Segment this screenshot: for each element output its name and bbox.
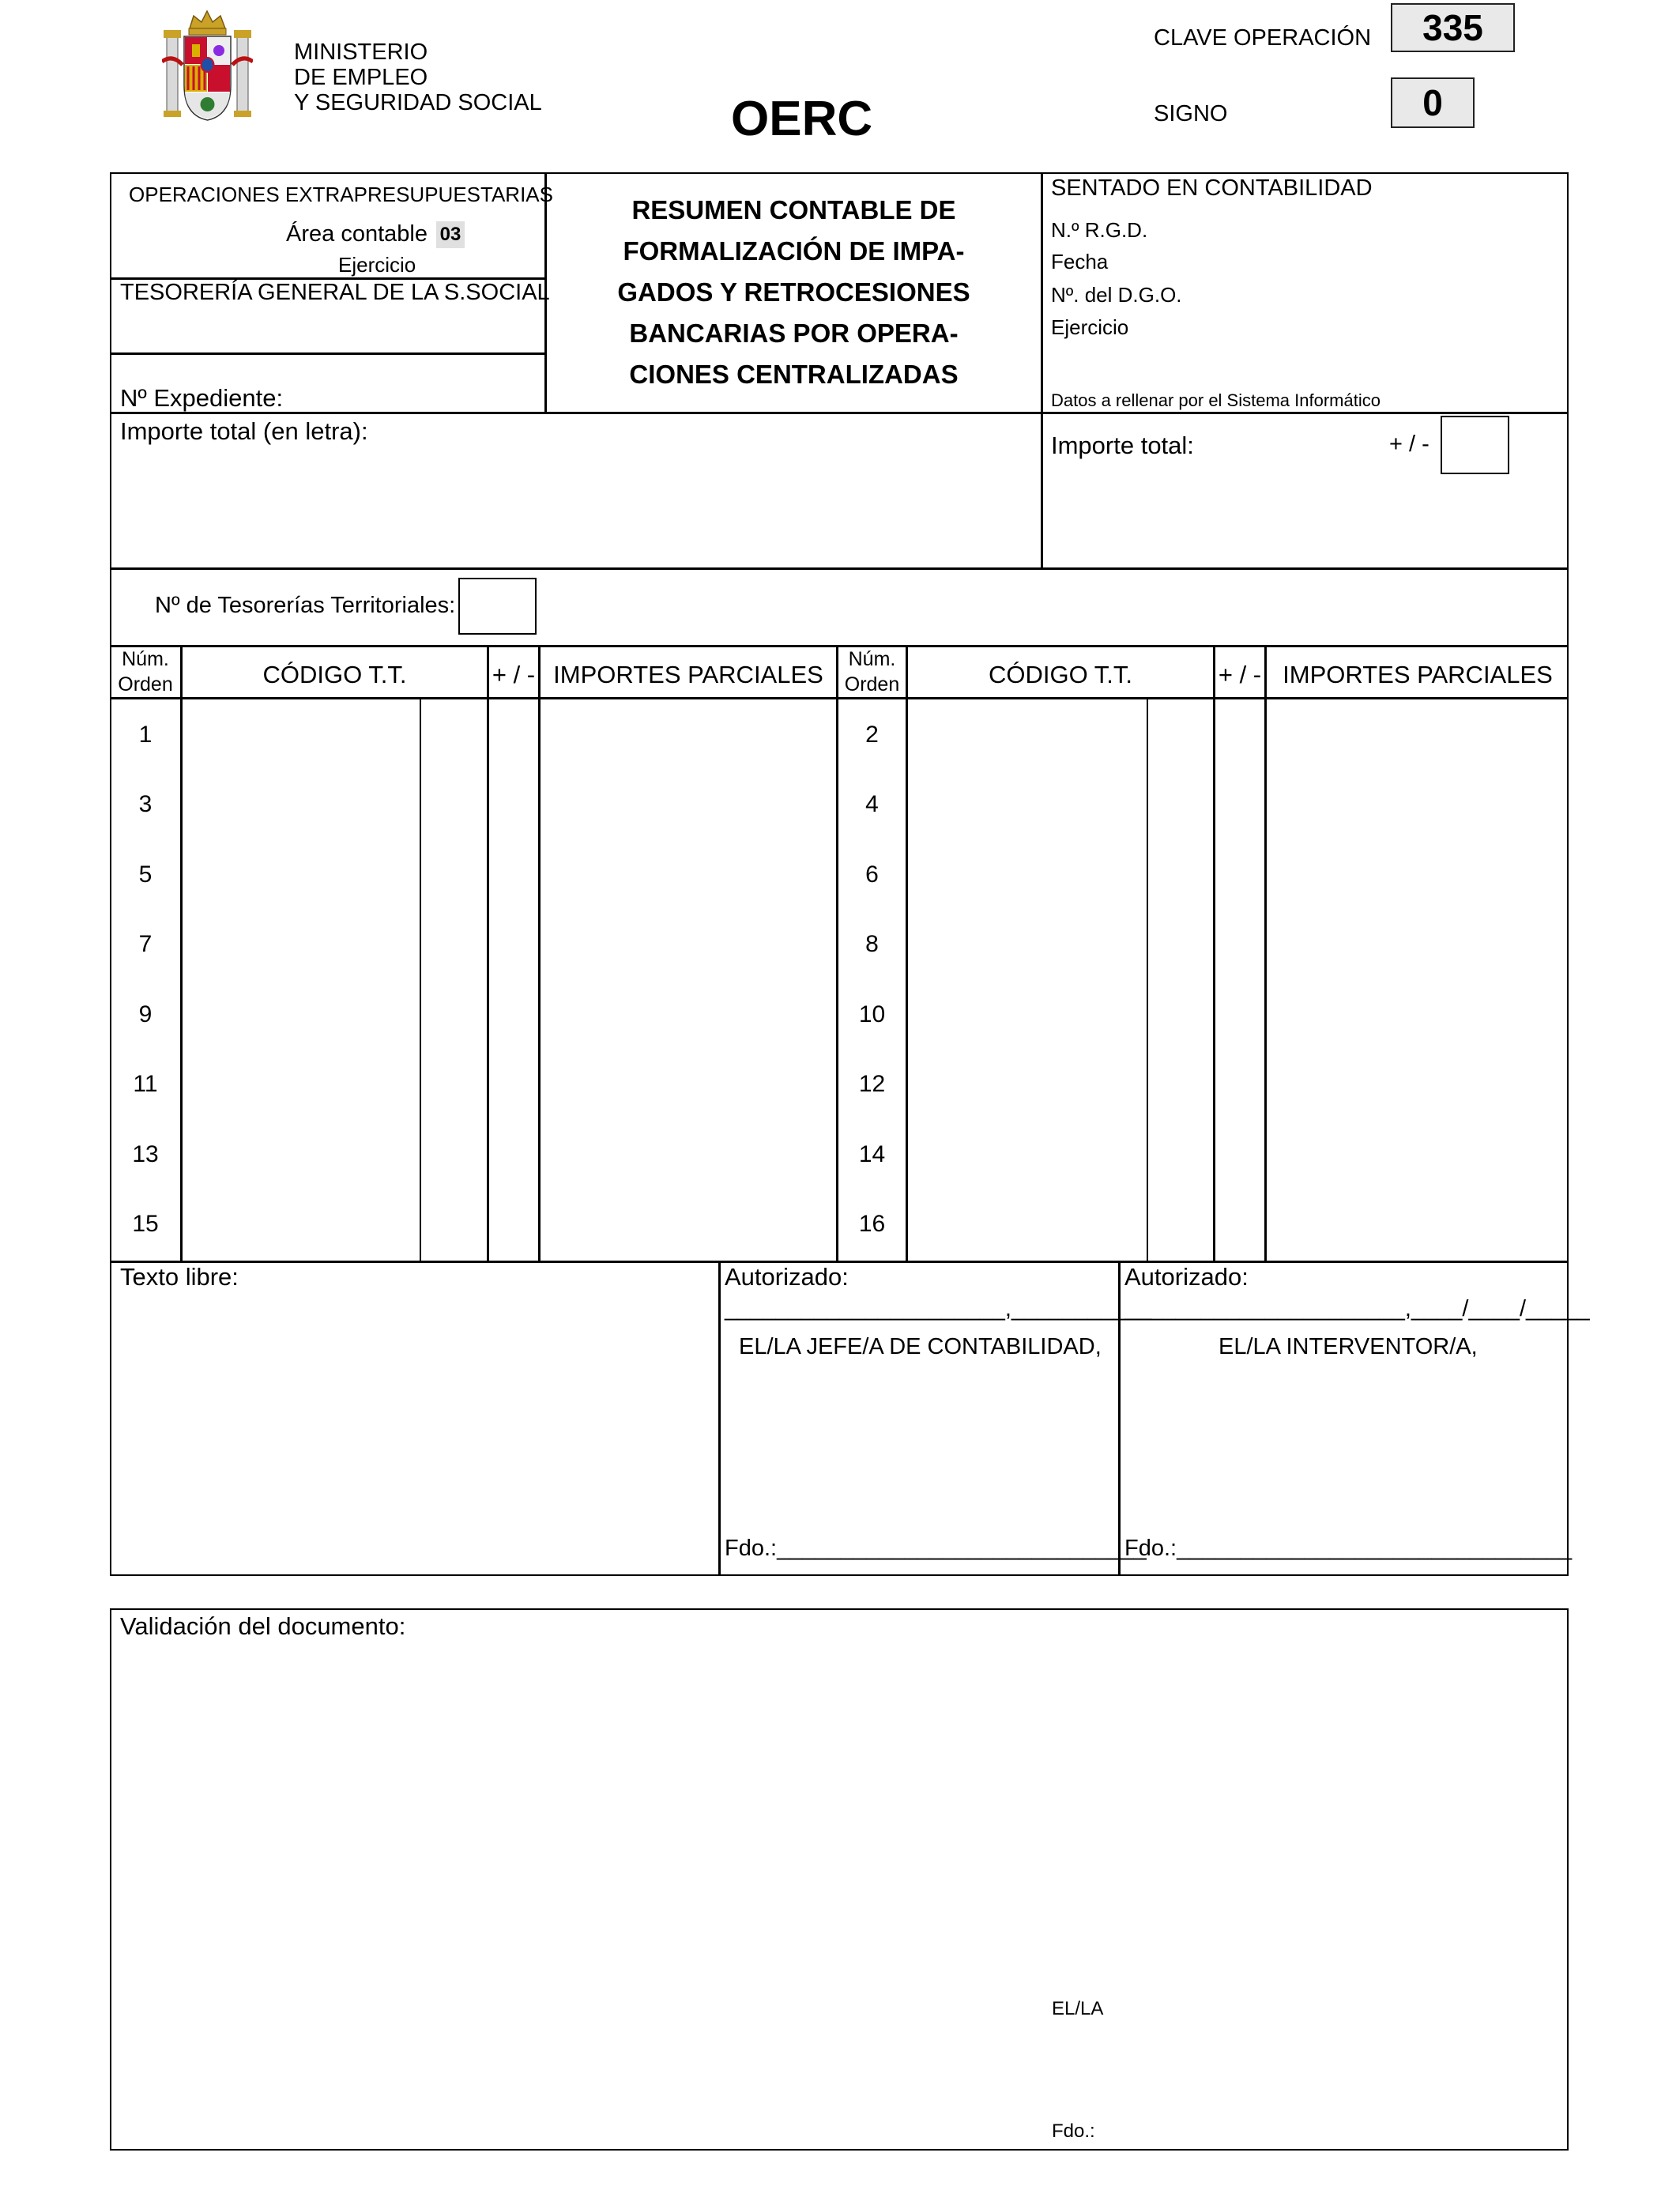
rgd-label: N.º R.G.D. xyxy=(1051,218,1148,242)
validacion-frame xyxy=(110,1608,1569,2151)
row-number: 5 xyxy=(138,861,153,888)
importes-header-right: IMPORTES PARCIALES xyxy=(1283,661,1553,688)
texto-libre-field[interactable] xyxy=(112,1293,717,1573)
validacion-fdo: Fdo.: xyxy=(1052,2120,1095,2142)
date-line-right: ______________________,____/____/_____ xyxy=(1124,1296,1590,1321)
sign-header-left: + / - xyxy=(492,661,536,688)
clave-operacion-value: 335 xyxy=(1391,3,1515,52)
area-contable-label: Área contable xyxy=(286,221,428,247)
row-number: 16 xyxy=(858,1211,886,1237)
importe-letra-label: Importe total (en letra): xyxy=(120,417,368,445)
row-number: 13 xyxy=(132,1141,159,1167)
title-line-4: BANCARIAS POR OPERA- xyxy=(629,319,959,348)
texto-libre-label: Texto libre: xyxy=(120,1263,239,1291)
num-header-right-2: Orden xyxy=(844,673,900,696)
row-number: 2 xyxy=(865,722,879,748)
importe-sign-label: + / - xyxy=(1389,432,1430,457)
operaciones-label: OPERACIONES EXTRAPRESUPUESTARIAS xyxy=(129,183,553,206)
tesorerias-count-box[interactable] xyxy=(458,578,537,635)
validacion-label: Validación del documento: xyxy=(120,1612,406,1640)
codigo-input-right[interactable] xyxy=(908,699,1147,1261)
ejercicio-label: Ejercicio xyxy=(338,253,416,277)
jefe-contabilidad-label: EL/LA JEFE/A DE CONTABILIDAD, xyxy=(739,1334,1102,1359)
spain-coat-of-arms-icon xyxy=(162,6,253,125)
fdo-left-line: Fdo.:_____________________________ xyxy=(725,1536,1147,1561)
importes-header-left: IMPORTES PARCIALES xyxy=(553,661,823,688)
row-number: 6 xyxy=(865,861,879,888)
autorizado-right-label: Autorizado: xyxy=(1124,1263,1249,1291)
importes-input-left[interactable] xyxy=(541,699,836,1261)
fecha-label: Fecha xyxy=(1051,250,1109,273)
clave-operacion-label: CLAVE OPERACIÓN xyxy=(1154,25,1372,51)
importe-total-sign-box[interactable] xyxy=(1441,416,1509,474)
form-code: OERC xyxy=(731,92,873,146)
ministry-line-2: DE EMPLEO xyxy=(294,65,428,90)
importes-input-right[interactable] xyxy=(1267,699,1567,1261)
row-number: 4 xyxy=(865,791,879,817)
signo-label: SIGNO xyxy=(1154,101,1228,126)
codigo-header-right: CÓDIGO T.T. xyxy=(988,661,1132,688)
num-header-right-1: Núm. xyxy=(848,648,896,670)
tesorerias-label: Nº de Tesorerías Territoriales: xyxy=(155,593,456,618)
importe-total-field[interactable] xyxy=(1045,474,1566,566)
title-line-5: CIONES CENTRALIZADAS xyxy=(629,360,959,389)
row-number: 9 xyxy=(138,1001,153,1027)
fdo-right-line: Fdo.:_______________________________ xyxy=(1124,1536,1573,1561)
row-number: 15 xyxy=(132,1211,159,1237)
row-number: 3 xyxy=(138,791,153,817)
row-number: 14 xyxy=(858,1141,886,1167)
interventor-label: EL/LA INTERVENTOR/A, xyxy=(1219,1334,1478,1359)
ejercicio-right-label: Ejercicio xyxy=(1051,315,1129,339)
title-line-2: FORMALIZACIÓN DE IMPA- xyxy=(623,236,965,266)
expediente-label: Nº Expediente: xyxy=(120,384,284,412)
num-header-left-2: Orden xyxy=(118,673,173,696)
row-number: 11 xyxy=(133,1071,158,1097)
sentado-label: SENTADO EN CONTABILIDAD xyxy=(1051,175,1373,201)
importe-letra-field[interactable] xyxy=(112,443,1039,566)
importe-total-label: Importe total: xyxy=(1051,432,1194,459)
row-number: 1 xyxy=(138,722,153,748)
autorizado-left-label: Autorizado: xyxy=(725,1263,849,1291)
datos-sistema-note: Datos a rellenar por el Sistema Informático xyxy=(1051,390,1381,410)
codigo-input-left[interactable] xyxy=(183,699,420,1261)
ministry-line-1: MINISTERIO xyxy=(294,40,428,65)
row-number: 12 xyxy=(858,1071,886,1097)
signo-value: 0 xyxy=(1391,77,1475,128)
row-number: 8 xyxy=(865,931,879,957)
area-contable-value: 03 xyxy=(436,221,465,248)
validacion-el-la: EL/LA xyxy=(1052,1998,1104,2019)
ministry-line-3: Y SEGURIDAD SOCIAL xyxy=(294,90,542,115)
tesoreria-label: TESORERÍA GENERAL DE LA S.SOCIAL xyxy=(120,280,550,305)
dgo-label: Nº. del D.G.O. xyxy=(1051,283,1182,307)
title-line-1: RESUMEN CONTABLE DE xyxy=(631,195,956,224)
num-header-left-1: Núm. xyxy=(122,648,169,670)
row-number: 10 xyxy=(858,1001,886,1027)
title-line-3: GADOS Y RETROCESIONES xyxy=(617,277,970,307)
codigo-header-left: CÓDIGO T.T. xyxy=(262,661,407,688)
row-number: 7 xyxy=(138,931,153,957)
date-line-left: ______________________,___________ xyxy=(725,1296,1152,1321)
sign-header-right: + / - xyxy=(1218,661,1262,688)
form-title xyxy=(547,190,1041,395)
